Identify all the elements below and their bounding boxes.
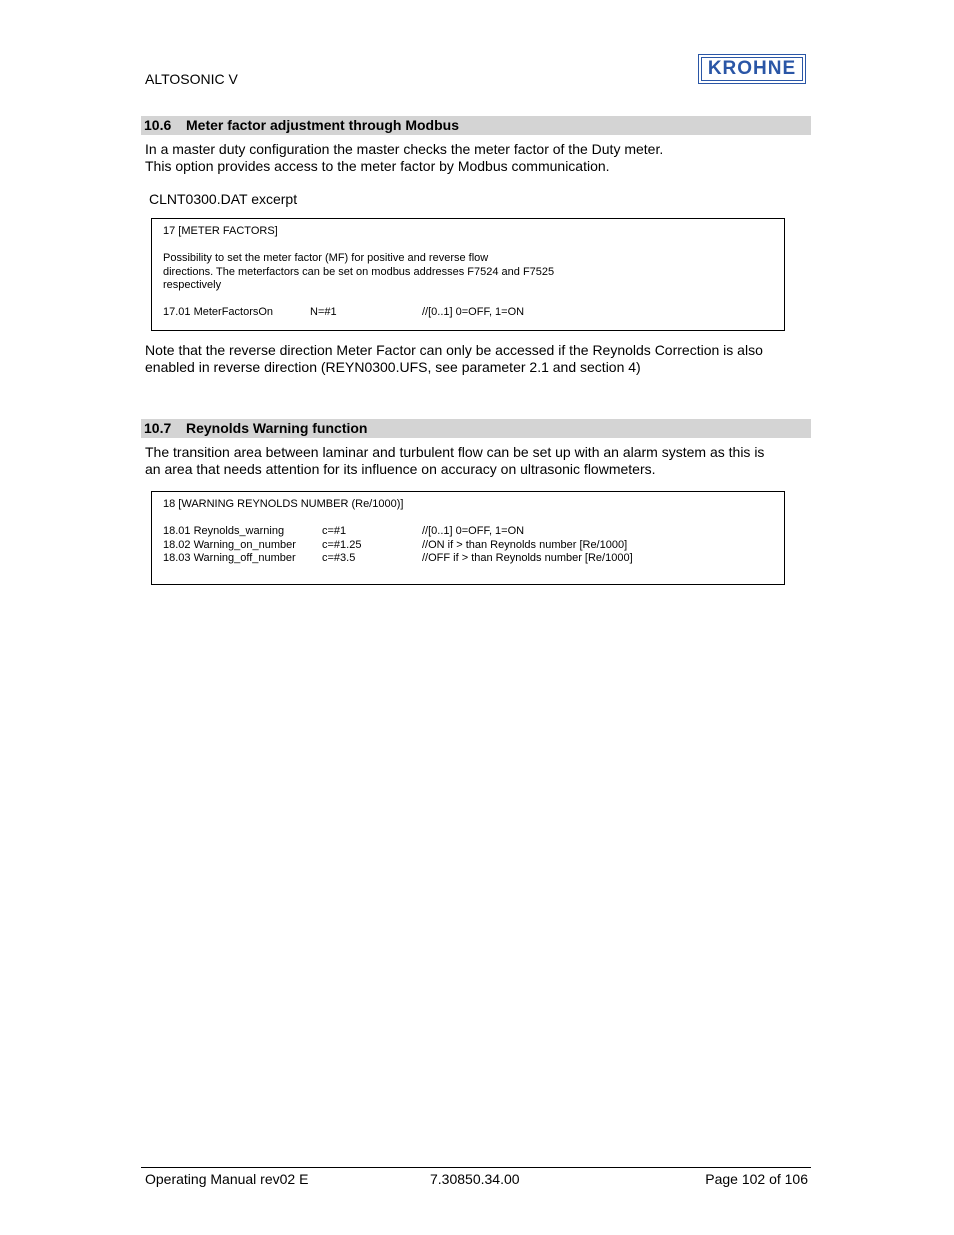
param-name: 18.03 Warning_off_number — [163, 552, 296, 564]
param-comment: //[0..1] 0=OFF, 1=ON — [422, 525, 525, 537]
code-excerpt-reynolds-warning — [151, 491, 785, 585]
intro-line: This option provides access to the meter factor by Modbus communication. — [145, 158, 610, 174]
code-excerpt-meter-factors — [151, 218, 785, 331]
section-heading-10-6 — [141, 116, 811, 135]
product-name: ALTOSONIC V — [145, 71, 238, 87]
section-number: 10.7 — [144, 420, 172, 436]
intro-line: In a master duty configuration the master checks the meter factor of the Duty meter. — [145, 141, 664, 157]
param-comment: //[0..1] 0=OFF, 1=ON — [422, 306, 525, 318]
krohne-logo — [698, 54, 806, 84]
code-parameter-row — [163, 539, 773, 553]
section-heading-10-7 — [141, 419, 811, 438]
code-description-line: Possibility to set the meter factor (MF) for positive and reverse flow — [163, 252, 489, 264]
logo-text: KROHNE — [701, 57, 803, 81]
footer-divider — [141, 1167, 811, 1168]
footer-page-number: Page 102 of 106 — [705, 1171, 808, 1187]
param-comment: //OFF if > than Reynolds number [Re/1000] — [422, 552, 633, 564]
reynolds-line: an area that needs attention for its influence on accuracy on ultrasonic flowmeters. — [145, 461, 656, 477]
reynolds-paragraph — [145, 444, 764, 478]
code-heading: 17 [METER FACTORS] — [163, 225, 278, 237]
intro-paragraph — [145, 141, 663, 175]
param-value: c=#1 — [322, 525, 347, 537]
section-title: Reynolds Warning function — [186, 420, 368, 436]
footer-manual-revision: Operating Manual rev02 E — [145, 1171, 309, 1187]
note-paragraph — [145, 342, 763, 376]
note-line: enabled in reverse direction (REYN0300.UFS, see parameter 2.1 and section 4) — [145, 359, 641, 375]
code-description-line: respectively — [163, 279, 222, 291]
footer-document-number: 7.30850.34.00 — [430, 1171, 520, 1187]
reynolds-line: The transition area between laminar and turbulent flow can be set up with an alarm system as this is — [145, 444, 765, 460]
param-name: 18.02 Warning_on_number — [163, 538, 296, 551]
code-heading: 18 [WARNING REYNOLDS NUMBER (Re/1000)] — [163, 498, 404, 510]
section-number: 10.6 — [144, 117, 172, 133]
param-value: N=#1 — [310, 306, 337, 318]
param-name: 18.01 Reynolds_warning — [163, 525, 285, 537]
code-description-line: directions. The meterfactors can be set on modbus addresses F7524 and F7525 — [163, 265, 555, 278]
code-parameter-row — [163, 525, 773, 539]
param-value: c=#1.25 — [322, 538, 362, 551]
param-value: c=#3.5 — [322, 552, 356, 564]
section-title: Meter factor adjustment through Modbus — [186, 117, 459, 133]
param-name: 17.01 MeterFactorsOn — [163, 306, 274, 318]
param-comment: //ON if > than Reynolds number [Re/1000] — [422, 538, 628, 551]
excerpt-label: CLNT0300.DAT excerpt — [149, 191, 298, 207]
code-parameter-row — [163, 306, 773, 320]
note-line: Note that the reverse direction Meter Factor can only be accessed if the Reynolds Correction is also — [145, 342, 763, 358]
code-parameter-row — [163, 552, 773, 566]
